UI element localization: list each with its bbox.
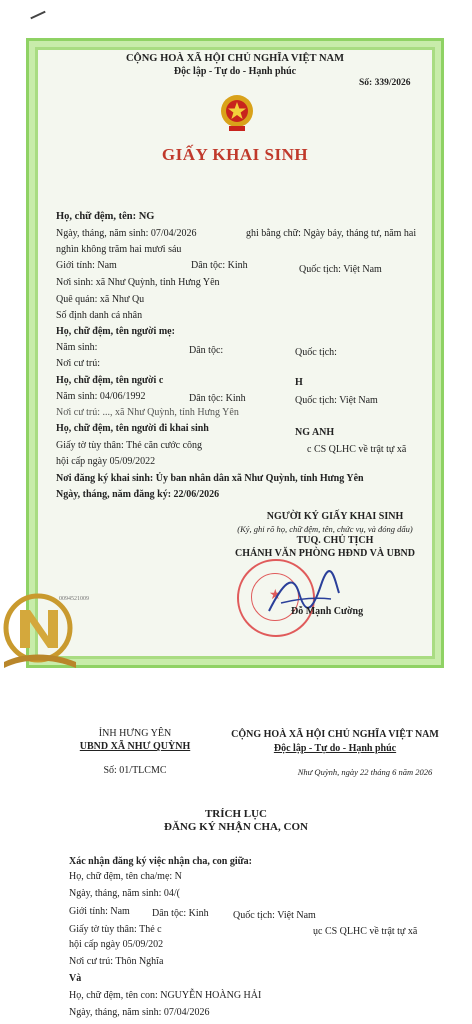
certificate-title: GIẤY KHAI SINH bbox=[161, 145, 309, 164]
signer-role-2: CHÁNH VĂN PHÒNG HĐND VÀ UBND bbox=[235, 548, 415, 559]
national-emblem-icon bbox=[219, 93, 255, 133]
excerpt-number: Số: 01/TLCMC bbox=[103, 765, 167, 776]
mother-dob: Năm sinh: bbox=[56, 342, 98, 353]
declarant-name: Họ, chữ đệm, tên người đi khai sinh bbox=[56, 423, 209, 434]
brand-logo-icon bbox=[0, 592, 82, 672]
mother-residence: Nơi cư trú: bbox=[56, 358, 101, 369]
excerpt-commune: UBND XÃ NHƯ QUỲNH bbox=[79, 741, 191, 752]
mother-nationality: Quốc tịch: bbox=[295, 347, 337, 358]
declarant-doc-2: hội cấp ngày 05/09/2022 bbox=[56, 456, 156, 467]
child-ethnicity: Dân tộc: Kinh bbox=[191, 260, 248, 271]
signer-note: (Ký, ghi rõ họ, chữ đệm, tên, chức vụ, và đóng dấu) bbox=[237, 524, 413, 534]
father-dob: Năm sinh: 04/06/1992 bbox=[56, 391, 146, 402]
excerpt-doc-1: Giấy tờ tùy thân: Thẻ c bbox=[69, 924, 162, 935]
excerpt-child-name: Họ, chữ đệm, tên con: NGUYỄN HOÀNG HẢI bbox=[69, 990, 262, 1001]
mother-name: Họ, chữ đệm, tên người mẹ: bbox=[56, 326, 175, 337]
excerpt-title-2: ĐĂNG KÝ NHẬN CHA, CON bbox=[164, 821, 308, 833]
child-hometown: Quê quán: xã Như Qu bbox=[56, 294, 145, 305]
father-nationality: Quốc tịch: Việt Nam bbox=[295, 395, 378, 406]
excerpt-date-place: Như Quỳnh, ngày 22 tháng 6 năm 2026 bbox=[297, 767, 433, 777]
father-residence: Nơi cư trú: ..., xã Như Quỳnh, tỉnh Hưng Yên bbox=[56, 407, 239, 418]
birth-certificate bbox=[26, 38, 444, 668]
certificate-number: Số: 339/2026 bbox=[359, 78, 411, 88]
registration-place: Nơi đăng ký khai sinh: Ủy ban nhân dân xã Như Quỳnh, tỉnh Hưng Yên bbox=[56, 473, 364, 484]
excerpt-child-dob: Ngày, tháng, năm sinh: 07/04/2026 bbox=[69, 1007, 210, 1018]
pen-stroke bbox=[30, 11, 45, 20]
excerpt-title-1: TRÍCH LỤC bbox=[204, 808, 268, 820]
header-line2: Độc lập - Tự do - Hạnh phúc bbox=[173, 66, 297, 77]
declarant-name-end: NG ANH bbox=[295, 427, 335, 438]
serial-number: 0094521009 bbox=[59, 596, 89, 602]
excerpt-header-line2: Độc lập - Tự do - Hạnh phúc bbox=[273, 743, 397, 754]
excerpt-nationality: Quốc tịch: Việt Nam bbox=[233, 910, 316, 921]
father-ethnicity: Dân tộc: Kinh bbox=[189, 393, 246, 404]
signer-title: NGƯỜI KÝ GIẤY KHAI SINH bbox=[266, 511, 404, 522]
header-line1: CỘNG HOÀ XÃ HỘI CHỦ NGHĨA VIỆT NAM bbox=[125, 53, 345, 64]
child-nationality: Quốc tịch: Việt Nam bbox=[299, 264, 382, 275]
child-id-number: Số định danh cá nhân bbox=[56, 310, 143, 321]
excerpt-gender: Giới tính: Nam bbox=[69, 906, 130, 917]
paternity-excerpt bbox=[0, 668, 472, 1024]
child-dob: Ngày, tháng, năm sinh: 07/04/2026 bbox=[56, 228, 197, 239]
father-name-end: H bbox=[295, 377, 303, 388]
official-seal-icon: ★ bbox=[237, 559, 315, 637]
child-birthplace: Nơi sinh: xã Như Quỳnh, tỉnh Hưng Yên bbox=[56, 277, 220, 288]
excerpt-and: Và bbox=[69, 973, 82, 984]
excerpt-parent-dob: Ngày, tháng, năm sinh: 04/( bbox=[69, 888, 181, 899]
excerpt-province: ỈNH HƯNG YÊN bbox=[98, 728, 172, 739]
excerpt-ethnicity: Dân tộc: Kinh bbox=[152, 908, 209, 919]
child-gender: Giới tính: Nam bbox=[56, 260, 117, 271]
declarant-doc-1-end: c CS QLHC về trật tự xã bbox=[307, 444, 407, 455]
signer-name: Đỗ Mạnh Cường bbox=[291, 606, 364, 617]
declarant-doc-1: Giấy tờ tùy thân: Thẻ căn cước công bbox=[56, 440, 203, 451]
excerpt-confirm: Xác nhận đăng ký việc nhận cha, con giữa: bbox=[69, 856, 252, 867]
excerpt-parent-name: Họ, chữ đệm, tên cha/mẹ: N bbox=[69, 871, 182, 882]
registration-date: Ngày, tháng, năm đăng ký: 22/06/2026 bbox=[56, 489, 220, 500]
excerpt-residence: Nơi cư trú: Thôn Nghĩa bbox=[69, 956, 164, 967]
child-dob-words-1: ghi bằng chữ: Ngày bảy, tháng tư, năm hai bbox=[246, 228, 417, 239]
excerpt-header-line1: CỘNG HOÀ XÃ HỘI CHỦ NGHĨA VIỆT NAM bbox=[231, 729, 439, 740]
mother-ethnicity: Dân tộc: bbox=[189, 345, 224, 356]
excerpt-doc-1-end: ục CS QLHC về trật tự xã bbox=[313, 926, 418, 937]
father-name: Họ, chữ đệm, tên người c bbox=[56, 375, 164, 386]
child-dob-words-2: nghìn không trăm hai mươi sáu bbox=[56, 244, 182, 255]
excerpt-doc-2: hội cấp ngày 05/09/202 bbox=[69, 939, 164, 950]
signer-role-1: TUQ. CHỦ TỊCH bbox=[296, 535, 374, 546]
child-name: Họ, chữ đệm, tên: NG bbox=[56, 211, 155, 222]
